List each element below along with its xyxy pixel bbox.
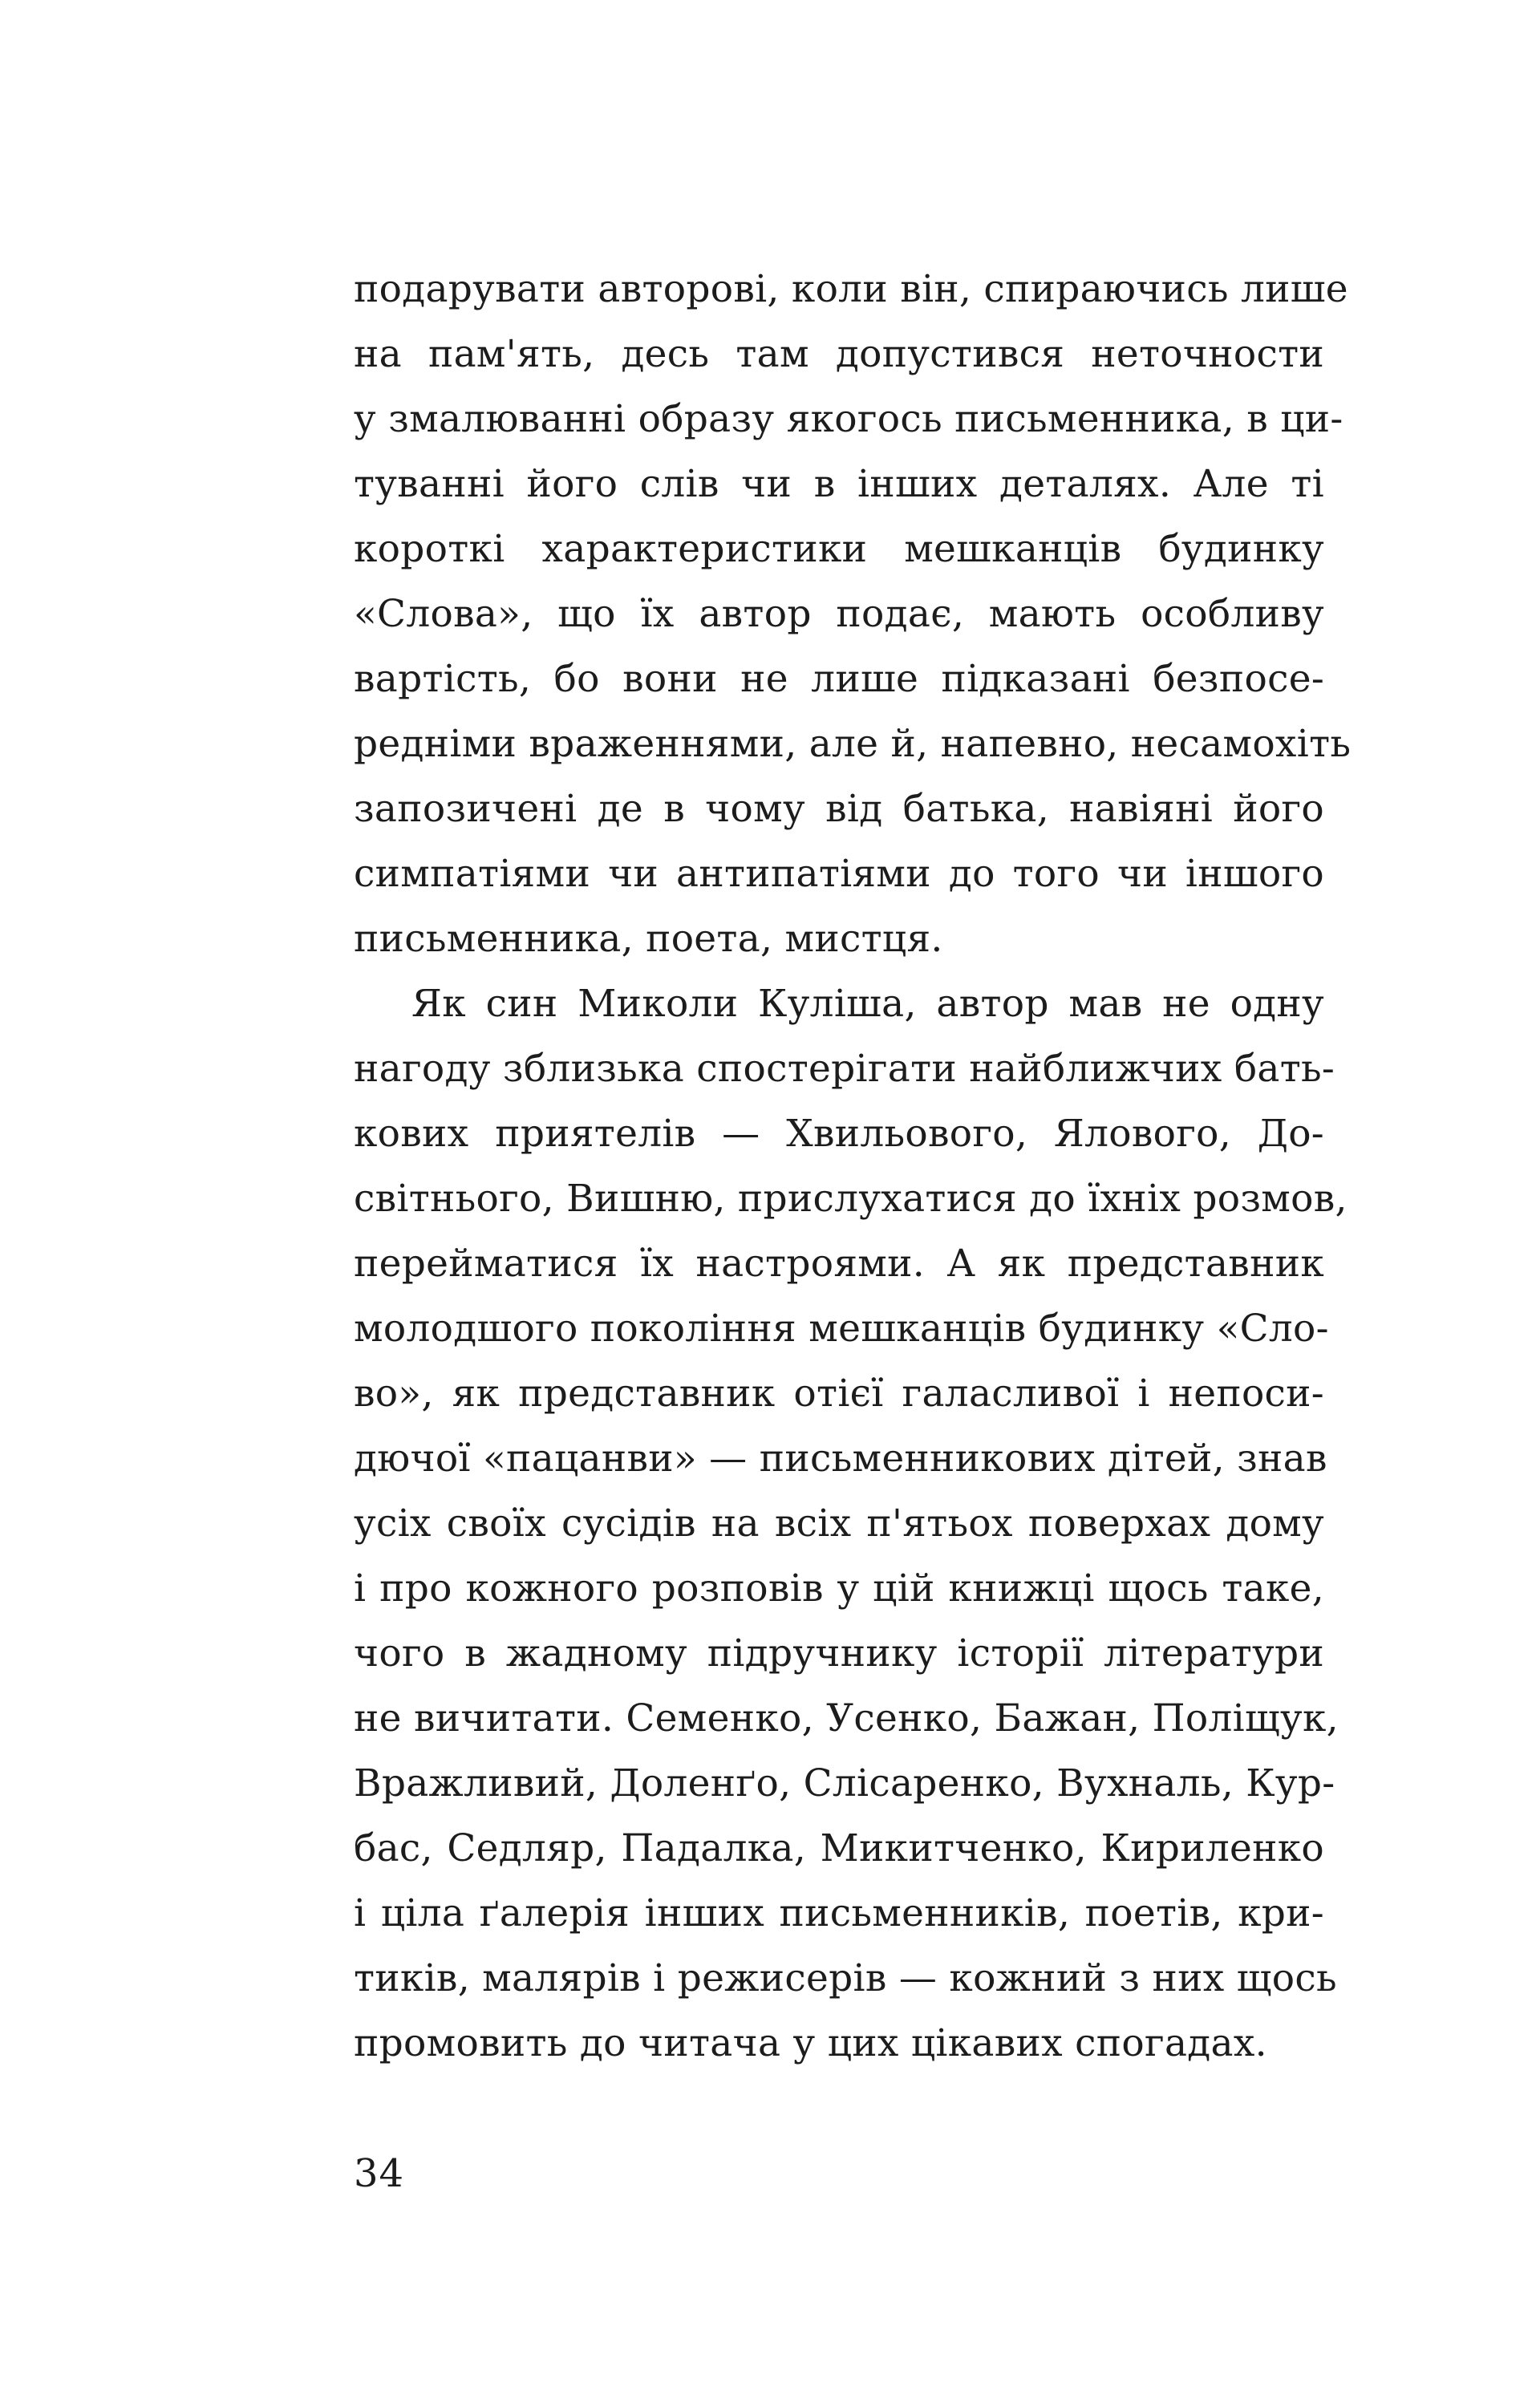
text-line: «Слова», що їх автор подає, мають особливу — [354, 592, 1324, 636]
text-line: світнього, Вишню, прислухатися до їхніх розмов, — [354, 1177, 1348, 1221]
text-line: і про кожного розповів у цій книжці щось таке, — [354, 1566, 1324, 1611]
text-line: у змалюванні образу якогось письменника, в ци- — [354, 397, 1343, 441]
text-line: не вичитати. Семенко, Усенко, Бажан, Поліщук, — [354, 1696, 1339, 1741]
text-line: на пам'ять, десь там допустився неточности — [354, 332, 1324, 376]
text-line: чого в жадному підручнику історії літератури — [354, 1631, 1324, 1676]
page-number: 34 — [354, 2151, 405, 2196]
text-line: подарувати авторові, коли він, спираючись лише — [354, 267, 1348, 311]
body-text — [354, 257, 1352, 2076]
text-line: молодшого покоління мешканців будинку «Сло- — [354, 1307, 1329, 1351]
text-line: редніми враженнями, але й, напевно, несамохіть — [354, 722, 1352, 766]
text-line: нагоду зблизька спостерігати найближчих бать- — [354, 1047, 1335, 1091]
text-line: перейматися їх настроями. А як представник — [354, 1242, 1324, 1286]
text-line: промовить до читача у цих цікавих спогадах. — [354, 2021, 1267, 2065]
text-line: кових приятелів — Хвильового, Ялового, До- — [354, 1112, 1324, 1156]
text-line: і ціла ґалерія інших письменників, поетів, кри- — [354, 1891, 1324, 1935]
text-line: дючої «пацанви» — письменникових дітей, знав — [354, 1437, 1327, 1481]
text-line: письменника, поета, мистця. — [354, 917, 943, 961]
text-line: симпатіями чи антипатіями до того чи іншого — [354, 852, 1324, 896]
text-line: тиків, малярів і режисерів — кожний з них щось — [354, 1956, 1337, 2000]
text-line: Вражливий, Доленґо, Слісаренко, Вухналь, Кур- — [354, 1761, 1335, 1805]
text-line: во», як представник отієї галасливої і непоси- — [354, 1372, 1324, 1416]
text-line: короткі характеристики мешканців будинку — [354, 527, 1324, 571]
text-line: туванні його слів чи в інших деталях. Але ті — [354, 462, 1324, 506]
text-line: вартість, бо вони не лише підказані безпосе- — [354, 657, 1324, 701]
text-line: Як син Миколи Куліша, автор мав не одну — [411, 982, 1324, 1026]
text-line: запозичені де в чому від батька, навіяні його — [354, 787, 1324, 831]
text-line: усіх своїх сусідів на всіх п'ятьох поверхах дому — [354, 1501, 1324, 1546]
text-line: бас, Седляр, Падалка, Микитченко, Кириленко — [354, 1826, 1324, 1870]
